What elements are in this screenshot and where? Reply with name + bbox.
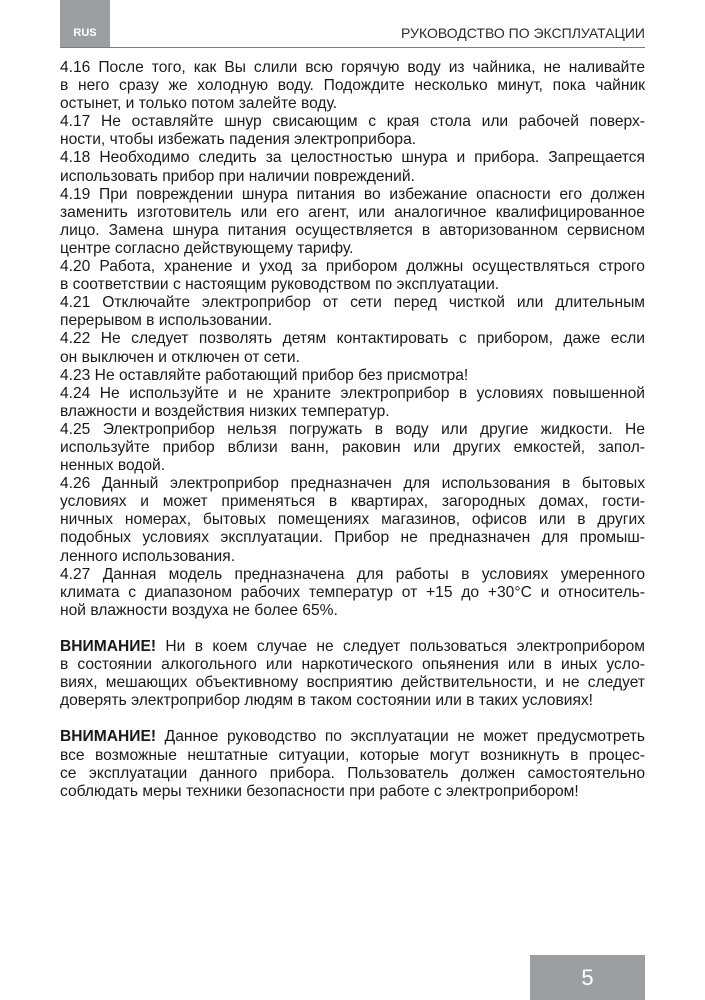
instruction-line: он выключен и отключен от сети. — [60, 348, 300, 366]
instruction-line: 4.21 Отключайте электроприбор от сети перед чисткой или длительным — [60, 294, 645, 312]
warning-label: ВНИМАНИЕ! — [60, 638, 157, 655]
instruction-4-20 — [60, 258, 645, 294]
instruction-line: ничных номерах, бытовых помещениях магазинов, офисов или в других — [60, 511, 645, 529]
warning-text: Ни в коем случае не следует пользоваться электроприбором — [165, 638, 645, 655]
instruction-line: 4.24 Не используйте и не храните электроприбор в условиях повышенной — [60, 384, 645, 402]
instruction-line: в него сразу же холодную воду. Подождите несколько минут, пока чайник — [60, 77, 645, 95]
instruction-line: 4.16 После того, как Вы слили всю горячую воду из чайника, не наливайте — [60, 59, 645, 76]
language-tab — [60, 0, 110, 48]
manual-body — [60, 59, 645, 801]
instruction-line: влажности и воздействия низких температур. — [60, 402, 390, 420]
warning-line: в состоянии алкогольного или наркотического опьянения или в иных усло- — [60, 656, 645, 674]
instruction-line: 4.26 Данный электроприбор предназначен для использования в бытовых — [60, 475, 645, 493]
warning-text: Данное руководство по эксплуатации не может предусмотреть — [164, 728, 645, 746]
page-number: 5 — [581, 964, 594, 990]
warning-block — [60, 638, 645, 710]
instruction-line: 4.23 Не оставляйте работающий прибор без присмотра! — [60, 366, 469, 384]
instruction-4-23 — [60, 367, 645, 385]
instruction-line: остынет, и только потом залейте воду. — [60, 95, 338, 113]
instruction-4-22 — [60, 330, 645, 366]
instruction-line: климата с диапазоном рабочих температур от +15 до +30°C и относитель- — [60, 583, 645, 601]
instruction-line: ной влажности воздуха не более 65%. — [60, 601, 338, 619]
instructions-list — [60, 59, 645, 620]
warning-line: доверять электроприбор людям в таком состоянии или в таких условиях! — [60, 692, 594, 710]
warning-line — [60, 728, 645, 746]
instruction-line: заменить изготовитель или его агент, или аналогичное квалифицированное — [60, 203, 645, 221]
instruction-line: условиях и может применяться в квартирах, загородных домах, гости- — [60, 493, 645, 511]
instruction-4-25 — [60, 421, 645, 475]
warning-line: се эксплуатации данного прибора. Пользователь должен самостоятельно — [60, 764, 645, 782]
instruction-line: 4.20 Работа, хранение и уход за прибором должны осуществляться строго — [60, 258, 645, 276]
instruction-line: 4.22 Не следует позволять детям контактировать с прибором, даже если — [60, 330, 645, 348]
warning-line: виях, мешающих объективному восприятию действительности, и не следует — [60, 674, 645, 692]
instruction-line: подобных условиях эксплуатации. Прибор не предназначен для промыш- — [60, 529, 645, 547]
instruction-line: перерывом в использовании. — [60, 312, 273, 330]
instruction-line: ненных водой. — [60, 457, 166, 475]
instruction-line: ленного использования. — [60, 547, 236, 565]
instruction-line: центре согласно действующему тарифу. — [60, 239, 354, 257]
warning-label: ВНИМАНИЕ! — [60, 728, 157, 746]
instruction-4-21 — [60, 294, 645, 330]
instruction-line: 4.18 Необходимо следить за целостностью шнура и прибора. Запрещается — [60, 149, 645, 167]
instruction-line: используйте прибор вблизи ванн, раковин или других емкостей, запол- — [60, 438, 645, 456]
instruction-line: ности, чтобы избежать падения электроприбора. — [60, 131, 417, 149]
instruction-4-17 — [60, 113, 645, 149]
instruction-4-16 — [60, 59, 645, 113]
instruction-4-18 — [60, 149, 645, 185]
instruction-line: лицо. Замена шнура питания осуществляется в авторизованном сервисном — [60, 221, 645, 239]
warning-line: соблюдать меры техники безопасности при работе с электроприбором! — [60, 782, 579, 800]
warning-line: все возможные нештатные ситуации, которые могут возникнуть в процес- — [60, 746, 645, 764]
page-number-box — [530, 955, 645, 1000]
instruction-line: в соответствии с настоящим руководством по эксплуатации. — [60, 276, 500, 294]
warning-line — [60, 638, 645, 656]
instruction-4-27 — [60, 566, 645, 620]
language-code: RUS — [73, 27, 97, 39]
instruction-line: использовать прибор при наличии повреждений. — [60, 167, 415, 185]
instruction-4-26 — [60, 475, 645, 565]
instruction-line: 4.25 Электроприбор нельзя погружать в воду или другие жидкости. Не — [60, 420, 645, 438]
manual-title: РУКОВОДСТВО ПО ЭКСПЛУАТАЦИИ — [401, 25, 645, 41]
instruction-line: 4.19 При повреждении шнура питания во избежание опасности его должен — [60, 185, 645, 203]
instruction-line: 4.27 Данная модель предназначена для работы в условиях умеренного — [60, 565, 645, 583]
warning-block — [60, 728, 645, 800]
instruction-4-24 — [60, 385, 645, 421]
header-divider — [60, 47, 645, 48]
instruction-line: 4.17 Не оставляйте шнур свисающим с края стола или рабочей поверх- — [60, 113, 645, 131]
instruction-4-19 — [60, 186, 645, 258]
